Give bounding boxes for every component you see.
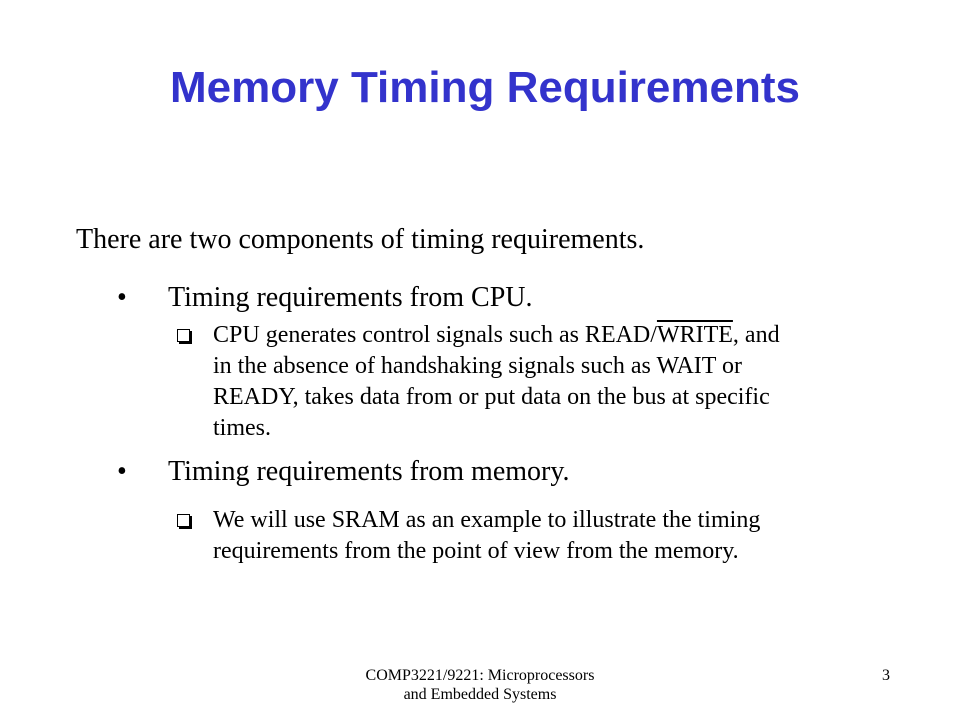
sub-item-text <box>213 505 853 567</box>
sub-line: requirements from the point of view from the memory. <box>213 538 739 564</box>
bullet-dot-icon: • <box>117 456 127 487</box>
sub-item-text <box>213 320 853 444</box>
sub-line: READY, takes data from or put data on the bus at specific <box>213 384 770 410</box>
checkbox-square-icon <box>177 514 190 527</box>
sub-line: in the absence of handshaking signals such as WAIT or <box>213 353 742 379</box>
page-number: 3 <box>882 667 890 684</box>
checkbox-square-icon <box>177 329 190 342</box>
sub-line-part: CPU generates control signals such as READ/ <box>213 322 657 348</box>
footer-line: COMP3221/9221: Microprocessors <box>365 667 595 684</box>
slide-title: Memory Timing Requirements <box>170 63 800 112</box>
sub-line: We will use SRAM as an example to illustrate the timing <box>213 507 761 533</box>
footer-course-name <box>300 666 660 704</box>
footer-line: and Embedded Systems <box>403 686 557 703</box>
intro-text: There are two components of timing requirements. <box>76 224 645 255</box>
sub-line <box>213 320 853 351</box>
bullet-text: Timing requirements from CPU. <box>168 282 533 313</box>
overlined-signal: WRITE <box>656 322 733 348</box>
sub-line-part: , and <box>732 322 780 348</box>
bullet-dot-icon: • <box>117 282 127 313</box>
bullet-text: Timing requirements from memory. <box>168 456 570 487</box>
sub-line: times. <box>213 415 271 441</box>
